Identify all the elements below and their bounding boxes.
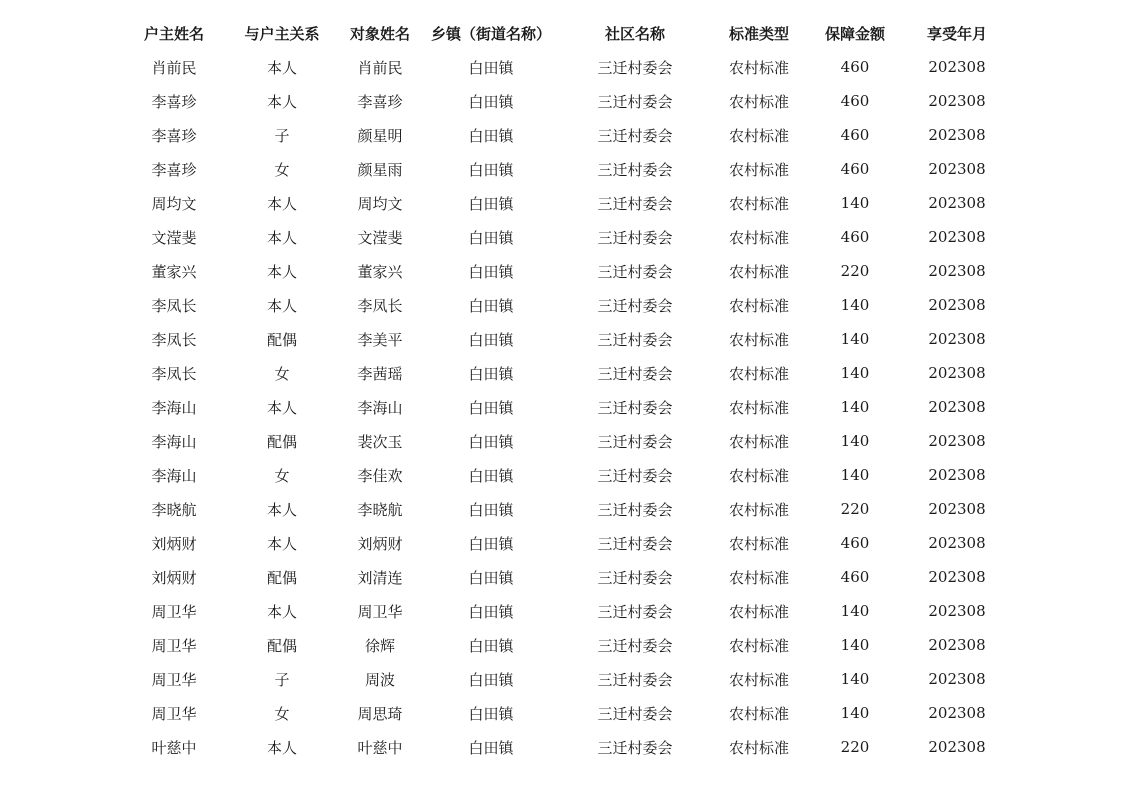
cell-community: 三迁村委会	[597, 568, 673, 587]
cell-standard-type: 农村标准	[728, 92, 789, 111]
cell-relationship: 女	[274, 364, 290, 383]
cell-amount: 220	[840, 738, 870, 756]
cell-relationship: 子	[274, 126, 290, 145]
cell-month: 202308	[928, 636, 986, 654]
cell-township: 白田镇	[468, 58, 514, 77]
cell-community: 三迁村委会	[597, 670, 673, 689]
cell-month: 202308	[928, 602, 986, 620]
cell-community: 三迁村委会	[597, 500, 673, 519]
cell-amount: 140	[840, 330, 870, 348]
table-row	[118, 492, 1008, 526]
cell-township: 白田镇	[468, 704, 514, 723]
cell-standard-type: 农村标准	[728, 296, 789, 315]
cell-recipient-name: 徐辉	[364, 636, 395, 655]
cell-amount: 220	[840, 262, 870, 280]
cell-relationship: 本人	[266, 602, 297, 621]
cell-township: 白田镇	[468, 262, 514, 281]
cell-household-head-name: 周卫华	[151, 670, 197, 689]
table-row	[118, 288, 1008, 322]
cell-community: 三迁村委会	[597, 296, 673, 315]
cell-relationship: 女	[274, 160, 290, 179]
cell-recipient-name: 颜星明	[357, 126, 403, 145]
cell-community: 三迁村委会	[597, 194, 673, 213]
cell-township: 白田镇	[468, 670, 514, 689]
cell-month: 202308	[928, 126, 986, 144]
table-row	[118, 662, 1008, 696]
cell-household-head-name: 李凤长	[151, 330, 197, 349]
cell-household-head-name: 李海山	[151, 398, 197, 417]
table-row	[118, 628, 1008, 662]
cell-household-head-name: 周卫华	[151, 636, 197, 655]
table-row	[118, 390, 1008, 424]
cell-amount: 460	[840, 568, 870, 586]
cell-month: 202308	[928, 568, 986, 586]
cell-township: 白田镇	[468, 534, 514, 553]
cell-amount: 460	[840, 92, 870, 110]
cell-recipient-name: 周卫华	[357, 602, 403, 621]
cell-recipient-name: 文滢斐	[357, 228, 403, 247]
table-row	[118, 220, 1008, 254]
cell-relationship: 配偶	[266, 330, 297, 349]
cell-community: 三迁村委会	[597, 602, 673, 621]
cell-standard-type: 农村标准	[728, 466, 789, 485]
cell-township: 白田镇	[468, 296, 514, 315]
cell-township: 白田镇	[468, 636, 514, 655]
cell-recipient-name: 李海山	[357, 398, 403, 417]
table-row	[118, 322, 1008, 356]
cell-relationship: 本人	[266, 534, 297, 553]
cell-standard-type: 农村标准	[728, 534, 789, 553]
cell-month: 202308	[928, 330, 986, 348]
cell-relationship: 本人	[266, 228, 297, 247]
cell-township: 白田镇	[468, 126, 514, 145]
cell-township: 白田镇	[468, 432, 514, 451]
cell-standard-type: 农村标准	[728, 160, 789, 179]
cell-community: 三迁村委会	[597, 704, 673, 723]
cell-community: 三迁村委会	[597, 466, 673, 485]
cell-recipient-name: 裴次玉	[357, 432, 403, 451]
cell-recipient-name: 李茜瑶	[357, 364, 403, 383]
cell-community: 三迁村委会	[597, 398, 673, 417]
table-header-row	[118, 16, 1008, 50]
cell-recipient-name: 李美平	[357, 330, 403, 349]
cell-standard-type: 农村标准	[728, 58, 789, 77]
cell-relationship: 子	[274, 670, 290, 689]
cell-month: 202308	[928, 432, 986, 450]
cell-month: 202308	[928, 466, 986, 484]
cell-township: 白田镇	[468, 738, 514, 757]
table-row	[118, 186, 1008, 220]
cell-amount: 140	[840, 704, 870, 722]
cell-household-head-name: 李喜珍	[151, 92, 197, 111]
cell-community: 三迁村委会	[597, 330, 673, 349]
cell-recipient-name: 肖前民	[357, 58, 403, 77]
header-standard-type: 标准类型	[728, 24, 789, 43]
cell-amount: 140	[840, 602, 870, 620]
cell-standard-type: 农村标准	[728, 636, 789, 655]
cell-standard-type: 农村标准	[728, 738, 789, 757]
cell-standard-type: 农村标准	[728, 704, 789, 723]
cell-month: 202308	[928, 296, 986, 314]
cell-amount: 140	[840, 296, 870, 314]
header-community: 社区名称	[604, 24, 665, 43]
cell-township: 白田镇	[468, 160, 514, 179]
cell-community: 三迁村委会	[597, 58, 673, 77]
cell-community: 三迁村委会	[597, 262, 673, 281]
cell-amount: 140	[840, 398, 870, 416]
header-amount: 保障金额	[824, 24, 885, 43]
cell-community: 三迁村委会	[597, 636, 673, 655]
cell-township: 白田镇	[468, 364, 514, 383]
cell-township: 白田镇	[468, 228, 514, 247]
cell-month: 202308	[928, 534, 986, 552]
cell-relationship: 配偶	[266, 432, 297, 451]
cell-standard-type: 农村标准	[728, 330, 789, 349]
cell-household-head-name: 李凤长	[151, 364, 197, 383]
cell-standard-type: 农村标准	[728, 364, 789, 383]
cell-recipient-name: 周均文	[357, 194, 403, 213]
cell-amount: 460	[840, 126, 870, 144]
table-row	[118, 356, 1008, 390]
cell-household-head-name: 刘炳财	[151, 568, 197, 587]
cell-community: 三迁村委会	[597, 738, 673, 757]
cell-community: 三迁村委会	[597, 126, 673, 145]
cell-recipient-name: 刘清连	[357, 568, 403, 587]
cell-township: 白田镇	[468, 398, 514, 417]
cell-standard-type: 农村标准	[728, 126, 789, 145]
cell-relationship: 本人	[266, 58, 297, 77]
table-row	[118, 254, 1008, 288]
cell-recipient-name: 李喜珍	[357, 92, 403, 111]
cell-amount: 460	[840, 228, 870, 246]
table-row	[118, 84, 1008, 118]
cell-community: 三迁村委会	[597, 92, 673, 111]
cell-relationship: 本人	[266, 262, 297, 281]
table-body	[118, 50, 1008, 764]
cell-recipient-name: 李凤长	[357, 296, 403, 315]
table-row	[118, 152, 1008, 186]
table-row	[118, 424, 1008, 458]
cell-relationship: 本人	[266, 194, 297, 213]
header-relationship: 与户主关系	[244, 24, 320, 43]
cell-standard-type: 农村标准	[728, 602, 789, 621]
cell-relationship: 本人	[266, 92, 297, 111]
cell-community: 三迁村委会	[597, 364, 673, 383]
cell-recipient-name: 李晓航	[357, 500, 403, 519]
cell-month: 202308	[928, 704, 986, 722]
cell-household-head-name: 文滢斐	[151, 228, 197, 247]
table-row	[118, 458, 1008, 492]
cell-community: 三迁村委会	[597, 432, 673, 451]
cell-amount: 460	[840, 534, 870, 552]
cell-month: 202308	[928, 500, 986, 518]
cell-household-head-name: 李凤长	[151, 296, 197, 315]
table-row	[118, 730, 1008, 764]
cell-relationship: 本人	[266, 500, 297, 519]
cell-household-head-name: 李喜珍	[151, 126, 197, 145]
table-row	[118, 526, 1008, 560]
cell-recipient-name: 董家兴	[357, 262, 403, 281]
cell-community: 三迁村委会	[597, 228, 673, 247]
cell-recipient-name: 李佳欢	[357, 466, 403, 485]
cell-standard-type: 农村标准	[728, 194, 789, 213]
cell-standard-type: 农村标准	[728, 432, 789, 451]
cell-recipient-name: 周思琦	[357, 704, 403, 723]
cell-township: 白田镇	[468, 466, 514, 485]
cell-month: 202308	[928, 160, 986, 178]
cell-recipient-name: 刘炳财	[357, 534, 403, 553]
cell-household-head-name: 李喜珍	[151, 160, 197, 179]
cell-month: 202308	[928, 194, 986, 212]
table-row	[118, 50, 1008, 84]
cell-township: 白田镇	[468, 500, 514, 519]
cell-month: 202308	[928, 58, 986, 76]
cell-relationship: 女	[274, 466, 290, 485]
cell-household-head-name: 刘炳财	[151, 534, 197, 553]
table-row	[118, 696, 1008, 730]
cell-amount: 140	[840, 364, 870, 382]
table-row	[118, 118, 1008, 152]
cell-amount: 140	[840, 194, 870, 212]
cell-household-head-name: 肖前民	[151, 58, 197, 77]
table-row	[118, 594, 1008, 628]
cell-standard-type: 农村标准	[728, 670, 789, 689]
cell-township: 白田镇	[468, 602, 514, 621]
cell-township: 白田镇	[468, 568, 514, 587]
cell-standard-type: 农村标准	[728, 568, 789, 587]
cell-household-head-name: 李海山	[151, 432, 197, 451]
cell-relationship: 本人	[266, 398, 297, 417]
cell-household-head-name: 周均文	[151, 194, 197, 213]
cell-household-head-name: 李晓航	[151, 500, 197, 519]
header-township: 乡镇（街道名称）	[430, 24, 551, 43]
cell-recipient-name: 周波	[364, 670, 395, 689]
benefit-table	[118, 16, 1008, 764]
cell-community: 三迁村委会	[597, 534, 673, 553]
cell-relationship: 配偶	[266, 636, 297, 655]
cell-amount: 460	[840, 160, 870, 178]
cell-standard-type: 农村标准	[728, 398, 789, 417]
cell-relationship: 配偶	[266, 568, 297, 587]
header-recipient-name: 对象姓名	[349, 24, 410, 43]
cell-household-head-name: 周卫华	[151, 704, 197, 723]
cell-relationship: 女	[274, 704, 290, 723]
cell-township: 白田镇	[468, 92, 514, 111]
cell-amount: 140	[840, 670, 870, 688]
cell-relationship: 本人	[266, 296, 297, 315]
cell-standard-type: 农村标准	[728, 262, 789, 281]
cell-month: 202308	[928, 228, 986, 246]
cell-month: 202308	[928, 670, 986, 688]
cell-month: 202308	[928, 364, 986, 382]
cell-township: 白田镇	[468, 194, 514, 213]
header-month: 享受年月	[926, 24, 987, 43]
cell-relationship: 本人	[266, 738, 297, 757]
cell-household-head-name: 叶慈中	[151, 738, 197, 757]
cell-month: 202308	[928, 738, 986, 756]
cell-amount: 140	[840, 432, 870, 450]
cell-community: 三迁村委会	[597, 160, 673, 179]
cell-amount: 460	[840, 58, 870, 76]
cell-amount: 140	[840, 466, 870, 484]
cell-standard-type: 农村标准	[728, 500, 789, 519]
cell-recipient-name: 叶慈中	[357, 738, 403, 757]
document-page	[118, 16, 1008, 764]
cell-month: 202308	[928, 262, 986, 280]
cell-month: 202308	[928, 398, 986, 416]
cell-household-head-name: 周卫华	[151, 602, 197, 621]
cell-month: 202308	[928, 92, 986, 110]
cell-amount: 220	[840, 500, 870, 518]
cell-household-head-name: 董家兴	[151, 262, 197, 281]
table-row	[118, 560, 1008, 594]
header-household-head-name: 户主姓名	[143, 24, 204, 43]
cell-recipient-name: 颜星雨	[357, 160, 403, 179]
cell-standard-type: 农村标准	[728, 228, 789, 247]
cell-household-head-name: 李海山	[151, 466, 197, 485]
cell-amount: 140	[840, 636, 870, 654]
cell-township: 白田镇	[468, 330, 514, 349]
